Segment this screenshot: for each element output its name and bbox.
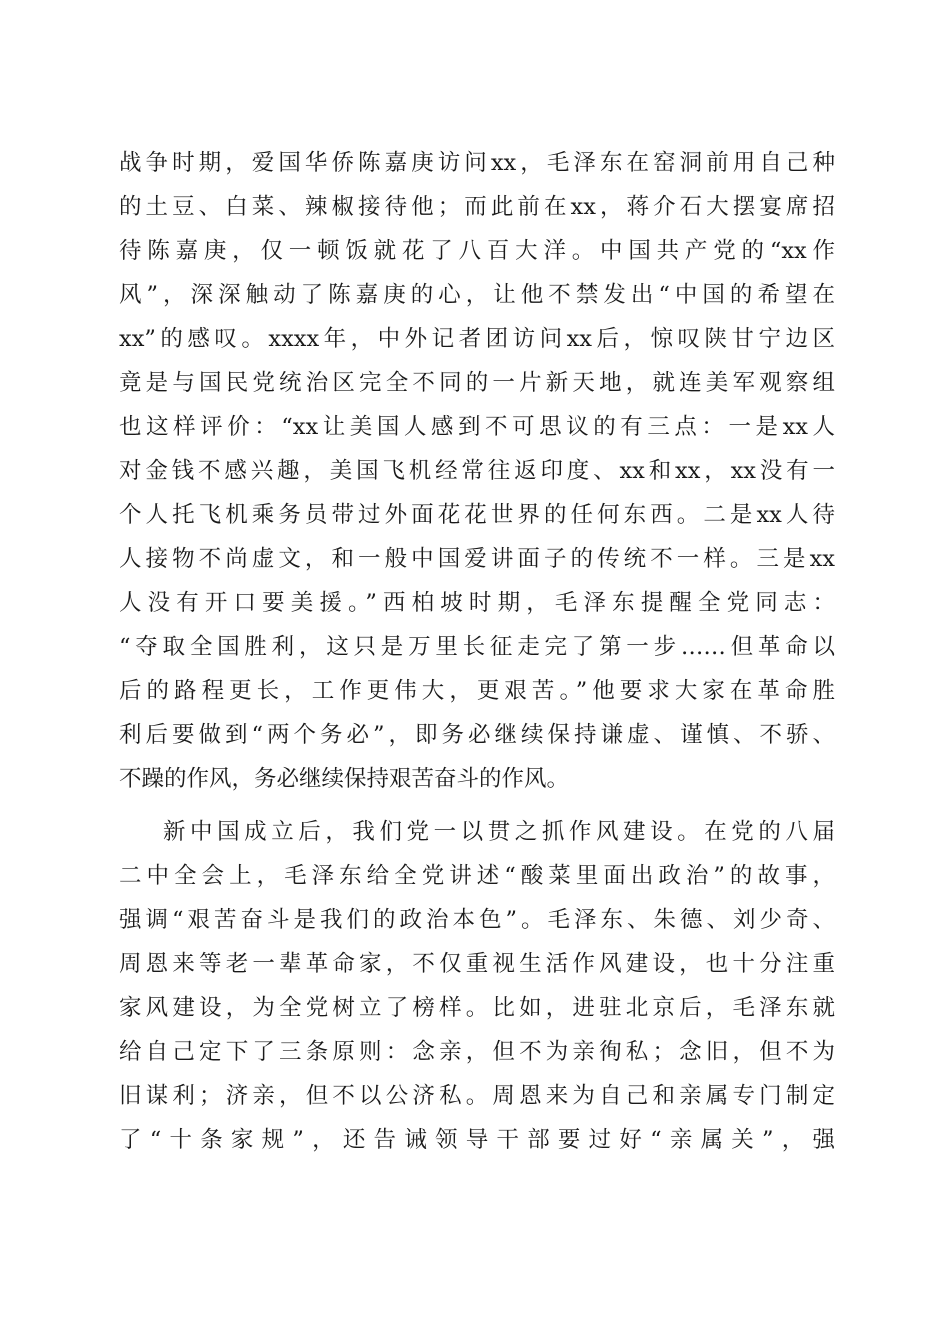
text-line: “夺取全国胜利，这只是万里长征走完了第一步……但革命以 [119, 634, 835, 660]
text-line: 战争时期，爱国华侨陈嘉庚访问xx，毛泽东在窑洞前用自己种 [119, 150, 835, 176]
text-line: 对金钱不感兴趣，美国飞机经常往返印度、xx和xx，xx没有一 [119, 458, 835, 484]
text-line: 旧谋利；济亲，但不以公济私。周恩来为自己和亲属专门制定 [119, 1083, 835, 1109]
text-line: 竟是与国民党统治区完全不同的一片新天地，就连美军观察组 [119, 370, 835, 396]
text-line: 周恩来等老一辈革命家，不仅重视生活作风建设，也十分注重 [119, 951, 835, 977]
text-line: 人没有开口要美援。”西柏坡时期，毛泽东提醒全党同志： [119, 590, 835, 616]
text-line: 了“十条家规”，还告诫领导干部要过好“亲属关”，强 [119, 1127, 835, 1153]
text-line: 二中全会上，毛泽东给全党讲述“酸菜里面出政治”的故事， [119, 863, 835, 889]
text-line: 家风建设，为全党树立了榜样。比如，进驻北京后，毛泽东就 [119, 995, 835, 1021]
text-line: 后的路程更长，工作更伟大，更艰苦。”他要求大家在革命胜 [119, 678, 835, 704]
text-line: 人接物不尚虚文，和一般中国爱讲面子的传统不一样。三是xx [119, 546, 835, 572]
text-line: xx”的感叹。xxxx年，中外记者团访问xx后，惊叹陕甘宁边区 [119, 326, 835, 352]
text-line: 待陈嘉庚，仅一顿饭就花了八百大洋。中国共产党的“xx作 [119, 238, 835, 264]
text-line: 风”，深深触动了陈嘉庚的心，让他不禁发出“中国的希望在 [119, 282, 835, 308]
text-line: 给自己定下了三条原则：念亲，但不为亲徇私；念旧，但不为 [119, 1039, 835, 1065]
text-line: 个人托飞机乘务员带过外面花花世界的任何东西。二是xx人待 [119, 502, 835, 528]
paragraph-last-line: 不躁的作风，务必继续保持艰苦奋斗的作风。 [119, 766, 570, 792]
text-line: 利后要做到“两个务必”，即务必继续保持谦虚、谨慎、不骄、 [119, 722, 835, 748]
text-line: 强调“艰苦奋斗是我们的政治本色”。毛泽东、朱德、刘少奇、 [119, 907, 835, 933]
paragraph-first-line: 新中国成立后，我们党一以贯之抓作风建设。在党的八届 [163, 819, 835, 845]
text-line: 的土豆、白菜、辣椒接待他；而此前在xx，蒋介石大摆宴席招 [119, 194, 835, 220]
text-line: 也这样评价：“xx让美国人感到不可思议的有三点：一是xx人 [119, 414, 835, 440]
